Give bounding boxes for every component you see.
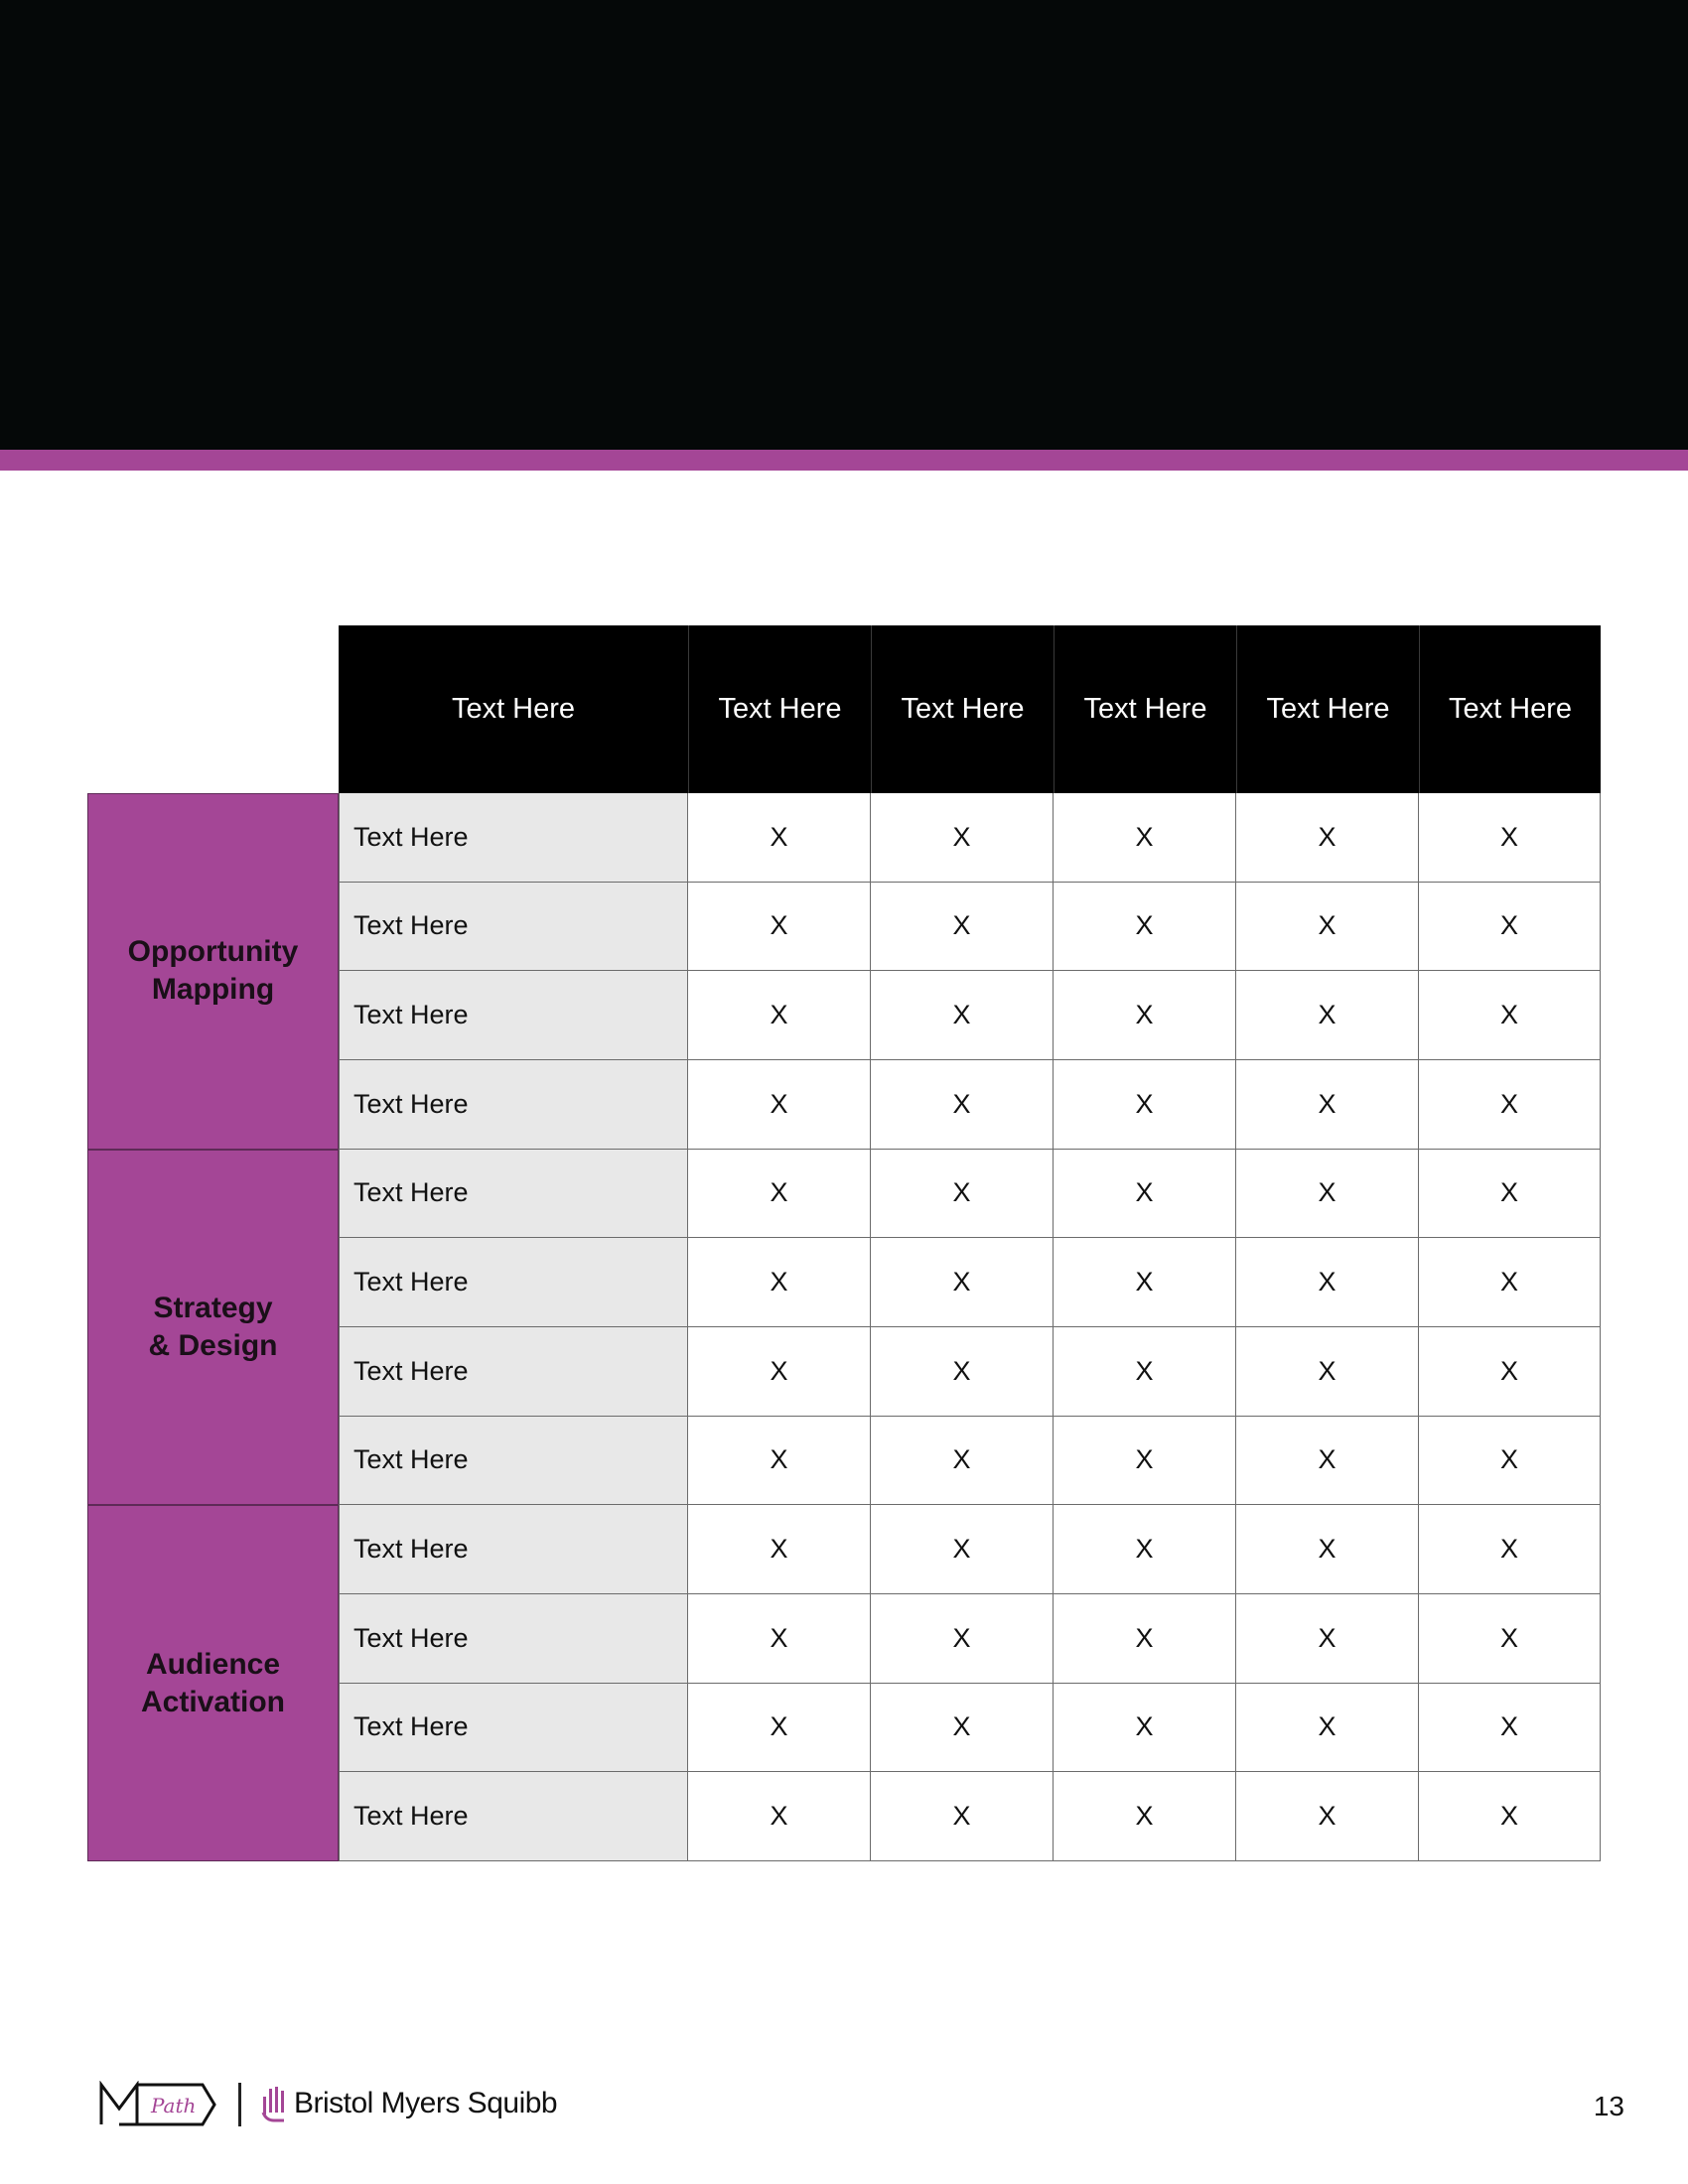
column-header: Text Here: [1236, 625, 1419, 793]
table-cell: X: [871, 1684, 1054, 1773]
table-cell: X: [1054, 1060, 1236, 1150]
table-cell: X: [1419, 883, 1601, 972]
row-label: Text Here: [339, 971, 688, 1060]
table-cell: X: [1419, 1772, 1601, 1861]
row-label: Text Here: [339, 1684, 688, 1773]
table-row: [339, 793, 1601, 883]
table-cell: X: [688, 1238, 871, 1327]
page-footer: [0, 2065, 1688, 2144]
table-cell: X: [1054, 1327, 1236, 1417]
table-cell: X: [1236, 1505, 1419, 1594]
table-cell: X: [1236, 1417, 1419, 1506]
page-number: 13: [1593, 2091, 1624, 2121]
table-cell: X: [1236, 1327, 1419, 1417]
table-cell: X: [871, 1327, 1054, 1417]
table-cell: X: [1419, 1684, 1601, 1773]
group-label: Audience Activation: [87, 1505, 339, 1861]
capability-matrix: [87, 625, 1601, 1861]
brand-name: Bristol Myers Squibb: [294, 2087, 558, 2119]
table-cell: X: [871, 1772, 1054, 1861]
table-cell: X: [871, 1594, 1054, 1684]
table-row: [339, 1417, 1601, 1506]
column-header: Text Here: [1054, 625, 1236, 793]
table-cell: X: [1419, 1505, 1601, 1594]
table-cell: X: [871, 793, 1054, 883]
table-row: [339, 1594, 1601, 1684]
table-cell: X: [1236, 1150, 1419, 1239]
row-label: Text Here: [339, 1594, 688, 1684]
table-cell: X: [688, 1327, 871, 1417]
table-cell: X: [1236, 793, 1419, 883]
table-cell: X: [1054, 1238, 1236, 1327]
table-cell: X: [688, 1150, 871, 1239]
table-row: [339, 1684, 1601, 1773]
table-cell: X: [871, 1150, 1054, 1239]
footer-divider: [238, 2083, 241, 2126]
table-cell: X: [1419, 1594, 1601, 1684]
header-accent-stripe: [0, 450, 1688, 471]
table-cell: X: [1054, 1150, 1236, 1239]
table-cell: X: [1054, 1594, 1236, 1684]
table-cell: X: [1419, 1060, 1601, 1150]
table-cell: X: [1419, 1150, 1601, 1239]
table-cell: X: [871, 971, 1054, 1060]
column-header: Text Here: [871, 625, 1054, 793]
table-row: [339, 1150, 1601, 1239]
table-cell: X: [1054, 971, 1236, 1060]
table-cell: X: [1236, 1772, 1419, 1861]
table-cell: X: [871, 1505, 1054, 1594]
table-cell: X: [1236, 1684, 1419, 1773]
table-cell: X: [871, 883, 1054, 972]
table-cell: X: [1054, 883, 1236, 972]
table-row: [339, 1060, 1601, 1150]
table-cell: X: [871, 1238, 1054, 1327]
table-cell: X: [1236, 1594, 1419, 1684]
table-cell: X: [1054, 1505, 1236, 1594]
table-cell: X: [1236, 971, 1419, 1060]
table-body: [339, 793, 1601, 1861]
row-label: Text Here: [339, 1150, 688, 1239]
mpath-logo: [99, 2081, 218, 2128]
table-cell: X: [688, 1060, 871, 1150]
table-cell: X: [1419, 1417, 1601, 1506]
table-cell: X: [1419, 971, 1601, 1060]
row-label: Text Here: [339, 1060, 688, 1150]
table-cell: X: [688, 1772, 871, 1861]
header-band: [0, 0, 1688, 450]
table-cell: X: [688, 1684, 871, 1773]
table-cell: X: [688, 1505, 871, 1594]
table-cell: X: [688, 1417, 871, 1506]
table-row: [339, 1238, 1601, 1327]
table-cell: X: [1236, 1238, 1419, 1327]
row-label: Text Here: [339, 1327, 688, 1417]
table-cell: X: [1419, 793, 1601, 883]
table-row: [339, 1772, 1601, 1861]
table-row: [339, 1505, 1601, 1594]
table-cell: X: [1419, 1238, 1601, 1327]
table-cell: X: [688, 1594, 871, 1684]
column-header: Text Here: [451, 693, 576, 725]
table-row: [339, 1327, 1601, 1417]
row-label: Text Here: [339, 793, 688, 883]
table-cell: X: [871, 1060, 1054, 1150]
group-label: Strategy & Design: [87, 1150, 339, 1506]
table-cell: X: [1236, 1060, 1419, 1150]
column-header: Text Here: [1419, 625, 1601, 793]
table-header-row: [339, 625, 1601, 793]
table-cell: X: [1054, 1684, 1236, 1773]
column-header: Text Here: [688, 625, 871, 793]
mpath-logo-text: Path: [151, 2094, 197, 2117]
table-cell: X: [871, 1417, 1054, 1506]
row-label: Text Here: [339, 883, 688, 972]
row-label: Text Here: [339, 1505, 688, 1594]
table-cell: X: [1419, 1327, 1601, 1417]
table-row: [339, 971, 1601, 1060]
row-label: Text Here: [339, 1417, 688, 1506]
table-cell: X: [1054, 1417, 1236, 1506]
group-label: Opportunity Mapping: [87, 793, 339, 1150]
row-label: Text Here: [339, 1238, 688, 1327]
row-label: Text Here: [339, 1772, 688, 1861]
table-cell: X: [688, 971, 871, 1060]
table-cell: X: [688, 883, 871, 972]
table-cell: X: [1054, 793, 1236, 883]
table-cell: X: [1054, 1772, 1236, 1861]
table-row: [339, 883, 1601, 972]
table-cell: X: [688, 793, 871, 883]
bms-hand-icon: [260, 2083, 290, 2122]
table-cell: X: [1236, 883, 1419, 972]
